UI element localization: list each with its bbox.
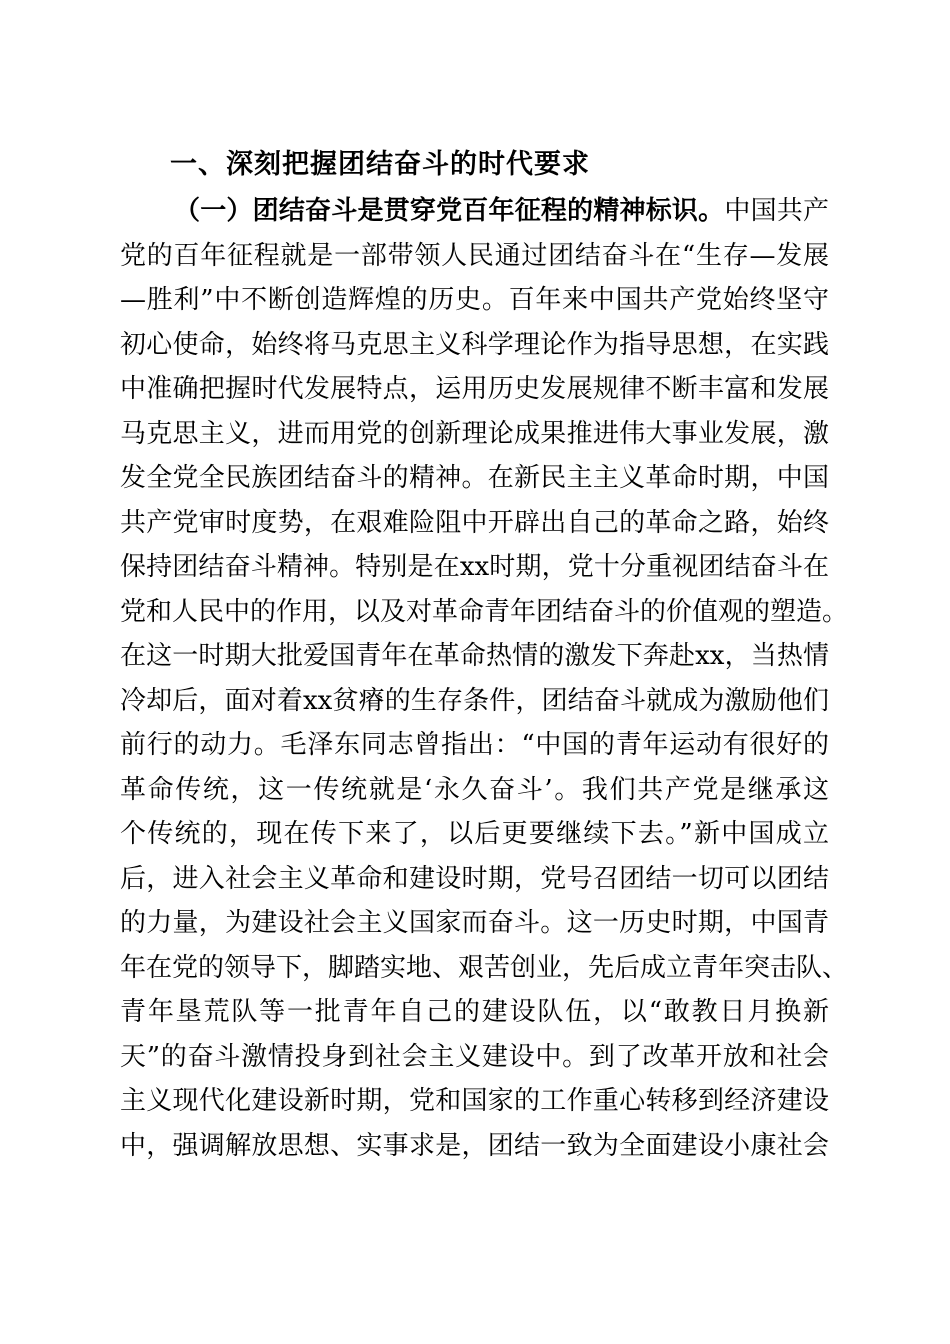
body-paragraph <box>120 189 849 1168</box>
paragraph-line: 后，进入社会主义革命和建设时期，党号召团结一切可以团结 <box>120 863 829 894</box>
paragraph-line: 个传统的，现在传下来了，以后更要继续下去。”新中国成立 <box>120 819 829 849</box>
paragraph-line: 革命传统，这一传统就是‘永久奋斗’。我们共产党是继承这 <box>120 774 829 805</box>
paragraph-line: 年在党的领导下，脚踏实地、艰苦创业，先后成立青年突击队、 <box>120 952 849 983</box>
paragraph-lead-in: （一）团结奋斗是贯穿党百年征程的精神标识。 <box>174 196 725 226</box>
paragraph-line: 天”的奋斗激情投身到社会主义建设中。到了改革开放和社会 <box>120 1041 829 1072</box>
paragraph-line: 冷却后，面对着xx贫瘠的生存条件，团结奋斗就成为激励他们 <box>120 685 829 716</box>
paragraph-first-line-rest: 中国共产 <box>724 196 829 226</box>
paragraph-line: —胜利”中不断创造辉煌的历史。百年来中国共产党始终坚守 <box>120 285 829 315</box>
paragraph-line: 中，强调解放思想、实事求是，团结一致为全面建设小康社会 <box>120 1130 829 1161</box>
paragraph-line: 党和人民中的作用，以及对革命青年团结奋斗的价值观的塑造。 <box>120 596 849 627</box>
paragraph-line: 前行的动力。毛泽东同志曾指出：“中国的青年运动有很好的 <box>120 730 829 760</box>
paragraph-line: 的力量，为建设社会主义国家而奋斗。这一历史时期，中国青 <box>120 908 829 938</box>
paragraph-first-line <box>120 189 829 234</box>
paragraph-line: 主义现代化建设新时期，党和国家的工作重心转移到经济建设 <box>120 1086 829 1116</box>
paragraph-line: 中准确把握时代发展特点，运用历史发展规律不断丰富和发展 <box>120 374 829 404</box>
paragraph-line: 党的百年征程就是一部带领人民通过团结奋斗在“生存—发展 <box>120 240 829 271</box>
paragraph-line: 保持团结奋斗精神。特别是在xx时期，党十分重视团结奋斗在 <box>120 552 829 582</box>
paragraph-line: 马克思主义，进而用党的创新理论成果推进伟大事业发展，激 <box>120 418 829 449</box>
paragraph-line: 在这一时期大批爱国青年在革命热情的激发下奔赴xx，当热情 <box>120 641 829 671</box>
section-heading: 一、深刻把握团结奋斗的时代要求 <box>170 149 590 180</box>
paragraph-line: 共产党审时度势，在艰难险阻中开辟出自己的革命之路，始终 <box>120 507 829 538</box>
paragraph-line: 发全党全民族团结奋斗的精神。在新民主主义革命时期，中国 <box>120 463 829 493</box>
paragraph-line: 初心使命，始终将马克思主义科学理论作为指导思想，在实践 <box>120 329 829 360</box>
paragraph-line: 青年垦荒队等一批青年自己的建设队伍，以“敢教日月换新 <box>120 997 829 1027</box>
